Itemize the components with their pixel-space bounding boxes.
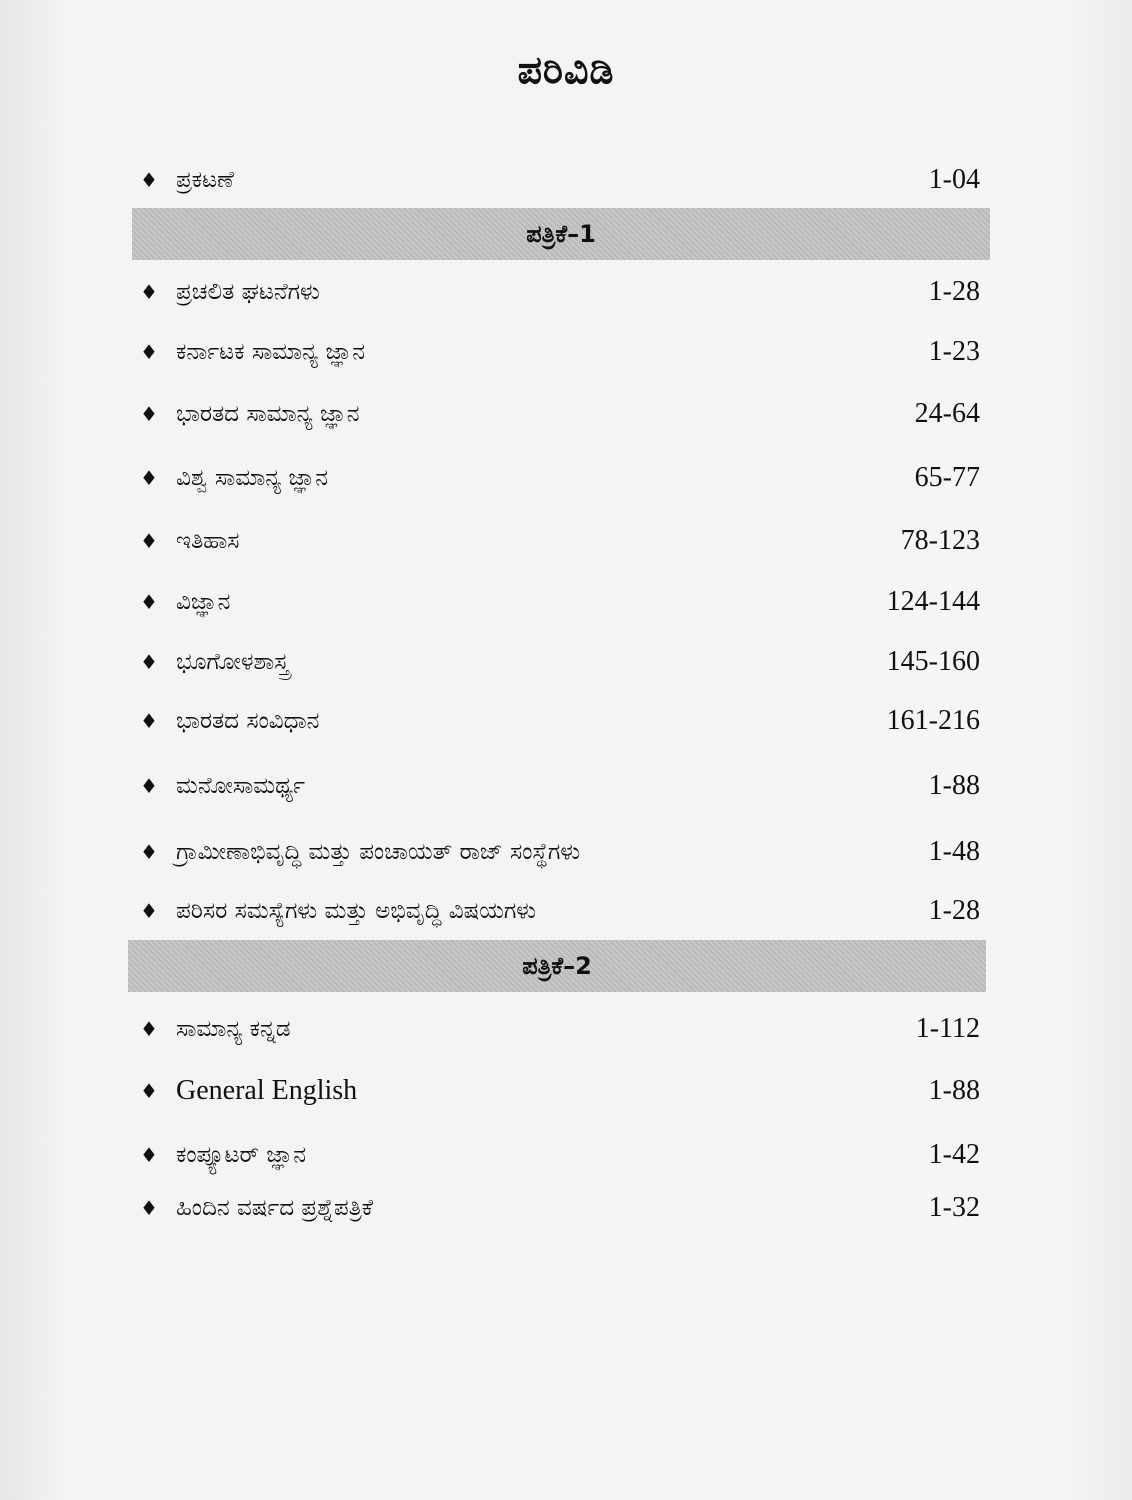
section-heading-band [132, 208, 990, 260]
toc-entry-pages: 145-160 [886, 646, 980, 677]
toc-entry [140, 1188, 980, 1228]
toc-entry [140, 394, 980, 434]
toc-entry-label: ಹಿಂದಿನ ವರ್ಷದ ಪ್ರಶ್ನೆಪತ್ರಿಕೆ [176, 1195, 373, 1221]
diamond-bullet-icon: ♦ [140, 340, 158, 364]
toc-entry-label: General English [176, 1075, 358, 1106]
toc-entry-label: ಕರ್ನಾಟಕ ಸಾಮಾನ್ಯ ಜ್ಞಾನ [176, 339, 366, 365]
diamond-bullet-icon: ♦ [140, 1017, 158, 1041]
toc-entry [140, 160, 980, 200]
diamond-bullet-icon: ♦ [140, 280, 158, 304]
toc-entry-pages: 1-88 [928, 770, 980, 801]
toc-entry-label: ಪ್ರಕಟಣೆ [176, 167, 234, 193]
toc-entry [140, 891, 980, 931]
toc-entry-label: ಭಾರತದ ಸಾಮಾನ್ಯ ಜ್ಞಾನ [176, 401, 360, 427]
toc-entry-label: ಭೂಗೋಳಶಾಸ್ತ್ರ [176, 649, 290, 675]
diamond-bullet-icon: ♦ [140, 529, 158, 553]
section-heading: ಪತ್ರಿಕೆ–1 [526, 220, 596, 248]
toc-entry [140, 521, 980, 561]
toc-entry-pages: 1-88 [928, 1075, 980, 1106]
toc-entry-label: ವಿಶ್ವ ಸಾಮಾನ್ಯ ಜ್ಞಾನ [176, 465, 329, 491]
toc-entry [140, 766, 980, 806]
diamond-bullet-icon: ♦ [140, 840, 158, 864]
diamond-bullet-icon: ♦ [140, 1079, 158, 1103]
toc-entry [140, 458, 980, 498]
toc-entry [140, 582, 980, 622]
toc-entry [140, 1135, 980, 1175]
toc-entry-pages: 24-64 [914, 398, 980, 429]
toc-entry-pages: 1-112 [915, 1013, 980, 1044]
toc-entry [140, 272, 980, 312]
toc-entry-label: ಮನೋಸಾಮರ್ಥ್ಯ [176, 773, 306, 799]
diamond-bullet-icon: ♦ [140, 709, 158, 733]
toc-entry-label: ಕಂಪ್ಯೂಟರ್ ಜ್ಞಾನ [176, 1142, 306, 1168]
toc-entry-label: ಇತಿಹಾಸ [176, 528, 240, 554]
toc-entry-pages: 1-28 [928, 276, 980, 307]
toc-entry [140, 332, 980, 372]
diamond-bullet-icon: ♦ [140, 774, 158, 798]
toc-entry-pages: 78-123 [900, 525, 980, 556]
toc-entry [140, 642, 980, 682]
page-title: ಪರಿವಿಡಿ [517, 48, 615, 92]
diamond-bullet-icon: ♦ [140, 899, 158, 923]
toc-entry-pages: 1-42 [928, 1139, 980, 1170]
diamond-bullet-icon: ♦ [140, 402, 158, 426]
toc-entry-pages: 65-77 [914, 462, 980, 493]
section-heading: ಪತ್ರಿಕೆ–2 [522, 952, 592, 980]
toc-entry [140, 1009, 980, 1049]
toc-entry-label: ವಿಜ್ಞಾನ [176, 589, 231, 615]
toc-entry-label: ಪರಿಸರ ಸಮಸ್ಯೆಗಳು ಮತ್ತು ಅಭಿವೃದ್ಧಿ ವಿಷಯಗಳು [176, 898, 537, 924]
toc-entry-pages: 124-144 [886, 586, 980, 617]
toc-entry-pages: 1-04 [928, 164, 980, 195]
toc-entry-pages: 1-48 [928, 836, 980, 867]
diamond-bullet-icon: ♦ [140, 1143, 158, 1167]
toc-entry [140, 1071, 980, 1111]
diamond-bullet-icon: ♦ [140, 590, 158, 614]
toc-entry-label: ಸಾಮಾನ್ಯ ಕನ್ನಡ [176, 1016, 291, 1042]
toc-entry [140, 832, 980, 872]
toc-entry-label: ಪ್ರಚಲಿತ ಘಟನೆಗಳು [176, 279, 320, 305]
section-heading-band [128, 940, 986, 992]
toc-entry-pages: 1-28 [928, 895, 980, 926]
toc-entry [140, 701, 980, 741]
diamond-bullet-icon: ♦ [140, 466, 158, 490]
diamond-bullet-icon: ♦ [140, 1196, 158, 1220]
diamond-bullet-icon: ♦ [140, 650, 158, 674]
toc-entry-label: ಭಾರತದ ಸಂವಿಧಾನ [176, 708, 320, 734]
toc-entry-pages: 161-216 [886, 705, 980, 736]
toc-entry-pages: 1-32 [928, 1192, 980, 1223]
diamond-bullet-icon: ♦ [140, 168, 158, 192]
toc-entry-label: ಗ್ರಾಮೀಣಾಭಿವೃದ್ಧಿ ಮತ್ತು ಪಂಚಾಯತ್ ರಾಜ್ ಸಂಸ್ಥೆಗಳು [176, 839, 581, 865]
toc-entry-pages: 1-23 [928, 336, 980, 367]
